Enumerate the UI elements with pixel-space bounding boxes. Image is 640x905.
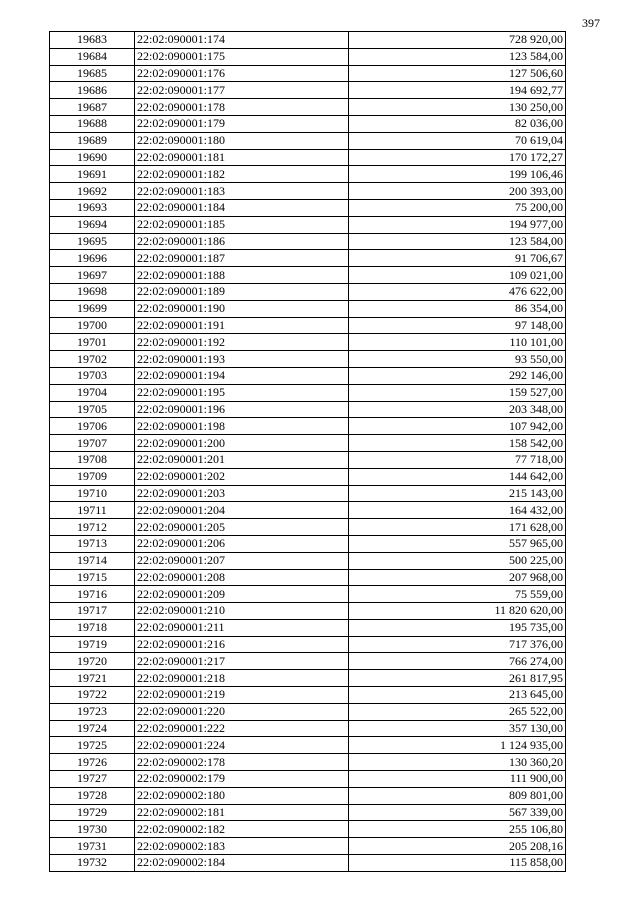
table-row [50, 283, 566, 300]
cadastral-value-cell: 158 542,00 [349, 435, 566, 452]
table-row [50, 804, 566, 821]
cadastral-value-cell: 107 942,00 [349, 418, 566, 435]
row-number-cell: 19686 [50, 82, 135, 99]
cadastral-value-cell: 215 143,00 [349, 485, 566, 502]
cadastral-number-cell: 22:02:090001:189 [135, 283, 349, 300]
cadastral-value-cell: 164 432,00 [349, 502, 566, 519]
cadastral-value-cell: 159 527,00 [349, 384, 566, 401]
row-number-cell: 19701 [50, 334, 135, 351]
table-row [50, 418, 566, 435]
cadastral-value-cell: 265 522,00 [349, 703, 566, 720]
cadastral-value-cell: 500 225,00 [349, 552, 566, 569]
cadastral-value-cell: 171 628,00 [349, 519, 566, 536]
cadastral-value-cell: 728 920,00 [349, 32, 566, 49]
row-number-cell: 19700 [50, 317, 135, 334]
row-number-cell: 19684 [50, 48, 135, 65]
cadastral-number-cell: 22:02:090001:179 [135, 115, 349, 132]
row-number-cell: 19731 [50, 838, 135, 855]
row-number-cell: 19723 [50, 703, 135, 720]
table-row [50, 351, 566, 368]
row-number-cell: 19710 [50, 485, 135, 502]
cadastral-value-cell: 199 106,46 [349, 166, 566, 183]
cadastral-number-cell: 22:02:090001:224 [135, 737, 349, 754]
cadastral-number-cell: 22:02:090001:210 [135, 603, 349, 620]
row-number-cell: 19709 [50, 468, 135, 485]
row-number-cell: 19692 [50, 183, 135, 200]
cadastral-number-cell: 22:02:090001:207 [135, 552, 349, 569]
table-row [50, 132, 566, 149]
cadastral-number-cell: 22:02:090001:200 [135, 435, 349, 452]
cadastral-value-cell: 567 339,00 [349, 804, 566, 821]
cadastral-number-cell: 22:02:090001:193 [135, 351, 349, 368]
cadastral-value-cell: 75 559,00 [349, 586, 566, 603]
cadastral-number-cell: 22:02:090002:183 [135, 838, 349, 855]
table-row [50, 468, 566, 485]
cadastral-number-cell: 22:02:090001:211 [135, 619, 349, 636]
cadastral-value-cell: 194 977,00 [349, 216, 566, 233]
cadastral-value-cell: 144 642,00 [349, 468, 566, 485]
cadastral-value-cell: 77 718,00 [349, 451, 566, 468]
cadastral-value-cell: 11 820 620,00 [349, 603, 566, 620]
cadastral-value-cell: 809 801,00 [349, 787, 566, 804]
cadastral-value-cell: 97 148,00 [349, 317, 566, 334]
row-number-cell: 19705 [50, 401, 135, 418]
table-row [50, 451, 566, 468]
row-number-cell: 19722 [50, 687, 135, 704]
table-row [50, 435, 566, 452]
table-row [50, 771, 566, 788]
cadastral-number-cell: 22:02:090001:195 [135, 384, 349, 401]
cadastral-number-cell: 22:02:090001:192 [135, 334, 349, 351]
cadastral-value-cell: 70 619,04 [349, 132, 566, 149]
table-row [50, 334, 566, 351]
cadastral-value-cell: 194 692,77 [349, 82, 566, 99]
table-row [50, 115, 566, 132]
table-row [50, 401, 566, 418]
cadastral-number-cell: 22:02:090001:196 [135, 401, 349, 418]
table-row [50, 754, 566, 771]
cadastral-number-cell: 22:02:090001:188 [135, 267, 349, 284]
row-number-cell: 19714 [50, 552, 135, 569]
cadastral-value-cell: 200 393,00 [349, 183, 566, 200]
cadastral-number-cell: 22:02:090001:178 [135, 99, 349, 116]
row-number-cell: 19730 [50, 821, 135, 838]
row-number-cell: 19715 [50, 569, 135, 586]
cadastral-number-cell: 22:02:090002:184 [135, 855, 349, 872]
row-number-cell: 19696 [50, 250, 135, 267]
cadastral-number-cell: 22:02:090001:222 [135, 720, 349, 737]
table-row [50, 300, 566, 317]
table-row [50, 65, 566, 82]
cadastral-value-cell: 1 124 935,00 [349, 737, 566, 754]
cadastral-value-cell: 111 900,00 [349, 771, 566, 788]
row-number-cell: 19702 [50, 351, 135, 368]
cadastral-number-cell: 22:02:090001:176 [135, 65, 349, 82]
table-row [50, 821, 566, 838]
table-row [50, 670, 566, 687]
cadastral-number-cell: 22:02:090001:190 [135, 300, 349, 317]
cadastral-value-cell: 261 817,95 [349, 670, 566, 687]
cadastral-value-cell: 123 584,00 [349, 233, 566, 250]
row-number-cell: 19724 [50, 720, 135, 737]
cadastral-value-cell: 123 584,00 [349, 48, 566, 65]
cadastral-number-cell: 22:02:090001:184 [135, 199, 349, 216]
table-row [50, 233, 566, 250]
cadastral-value-cell: 357 130,00 [349, 720, 566, 737]
table-row [50, 82, 566, 99]
table-row [50, 552, 566, 569]
cadastral-number-cell: 22:02:090002:180 [135, 787, 349, 804]
table-row [50, 502, 566, 519]
row-number-cell: 19698 [50, 283, 135, 300]
row-number-cell: 19717 [50, 603, 135, 620]
table-row [50, 720, 566, 737]
cadastral-number-cell: 22:02:090001:194 [135, 367, 349, 384]
table-row [50, 838, 566, 855]
cadastral-value-cell: 110 101,00 [349, 334, 566, 351]
row-number-cell: 19712 [50, 519, 135, 536]
row-number-cell: 19728 [50, 787, 135, 804]
cadastral-number-cell: 22:02:090001:201 [135, 451, 349, 468]
cadastral-number-cell: 22:02:090001:185 [135, 216, 349, 233]
row-number-cell: 19720 [50, 653, 135, 670]
cadastral-number-cell: 22:02:090001:220 [135, 703, 349, 720]
cadastral-number-cell: 22:02:090001:180 [135, 132, 349, 149]
table-row [50, 32, 566, 49]
cadastral-value-cell: 170 172,27 [349, 149, 566, 166]
cadastral-number-cell: 22:02:090001:218 [135, 670, 349, 687]
cadastral-value-cell: 207 968,00 [349, 569, 566, 586]
cadastral-number-cell: 22:02:090001:186 [135, 233, 349, 250]
row-number-cell: 19699 [50, 300, 135, 317]
row-number-cell: 19707 [50, 435, 135, 452]
cadastral-value-cell: 766 274,00 [349, 653, 566, 670]
row-number-cell: 19689 [50, 132, 135, 149]
row-number-cell: 19719 [50, 636, 135, 653]
table-row [50, 535, 566, 552]
cadastral-number-cell: 22:02:090001:181 [135, 149, 349, 166]
cadastral-number-cell: 22:02:090001:198 [135, 418, 349, 435]
cadastral-number-cell: 22:02:090002:182 [135, 821, 349, 838]
table-row [50, 787, 566, 804]
table-row [50, 267, 566, 284]
cadastral-value-cell: 557 965,00 [349, 535, 566, 552]
cadastral-number-cell: 22:02:090001:182 [135, 166, 349, 183]
table-row [50, 183, 566, 200]
cadastral-value-cell: 109 021,00 [349, 267, 566, 284]
cadastral-number-cell: 22:02:090001:174 [135, 32, 349, 49]
row-number-cell: 19713 [50, 535, 135, 552]
row-number-cell: 19691 [50, 166, 135, 183]
table-row [50, 199, 566, 216]
row-number-cell: 19732 [50, 855, 135, 872]
row-number-cell: 19716 [50, 586, 135, 603]
row-number-cell: 19704 [50, 384, 135, 401]
cadastral-number-cell: 22:02:090001:217 [135, 653, 349, 670]
cadastral-value-cell: 130 360,20 [349, 754, 566, 771]
row-number-cell: 19718 [50, 619, 135, 636]
row-number-cell: 19725 [50, 737, 135, 754]
cadastral-value-cell: 476 622,00 [349, 283, 566, 300]
cadastral-number-cell: 22:02:090001:205 [135, 519, 349, 536]
table-row [50, 619, 566, 636]
row-number-cell: 19706 [50, 418, 135, 435]
table-row [50, 703, 566, 720]
cadastral-value-cell: 292 146,00 [349, 367, 566, 384]
cadastral-number-cell: 22:02:090001:202 [135, 468, 349, 485]
cadastral-number-cell: 22:02:090001:208 [135, 569, 349, 586]
row-number-cell: 19685 [50, 65, 135, 82]
cadastral-number-cell: 22:02:090001:216 [135, 636, 349, 653]
table-body [50, 32, 566, 872]
cadastral-number-cell: 22:02:090001:187 [135, 250, 349, 267]
cadastral-value-cell: 127 506,60 [349, 65, 566, 82]
page-number: 397 [582, 16, 600, 30]
cadastral-number-cell: 22:02:090001:191 [135, 317, 349, 334]
table-row [50, 216, 566, 233]
cadastral-number-cell: 22:02:090001:175 [135, 48, 349, 65]
row-number-cell: 19687 [50, 99, 135, 116]
row-number-cell: 19695 [50, 233, 135, 250]
cadastral-number-cell: 22:02:090001:177 [135, 82, 349, 99]
table-row [50, 166, 566, 183]
cadastral-value-cell: 91 706,67 [349, 250, 566, 267]
table-row [50, 603, 566, 620]
table-row [50, 586, 566, 603]
table-row [50, 317, 566, 334]
cadastral-value-cell: 213 645,00 [349, 687, 566, 704]
cadastral-value-cell: 203 348,00 [349, 401, 566, 418]
cadastral-value-cell: 130 250,00 [349, 99, 566, 116]
table-row [50, 250, 566, 267]
row-number-cell: 19729 [50, 804, 135, 821]
cadastral-value-cell: 115 858,00 [349, 855, 566, 872]
cadastral-value-cell: 255 106,80 [349, 821, 566, 838]
cadastral-number-cell: 22:02:090001:206 [135, 535, 349, 552]
table-row [50, 737, 566, 754]
cadastral-value-table [49, 31, 566, 872]
table-row [50, 855, 566, 872]
row-number-cell: 19690 [50, 149, 135, 166]
cadastral-value-cell: 717 376,00 [349, 636, 566, 653]
cadastral-number-cell: 22:02:090001:203 [135, 485, 349, 502]
row-number-cell: 19708 [50, 451, 135, 468]
cadastral-number-cell: 22:02:090002:179 [135, 771, 349, 788]
table-row [50, 384, 566, 401]
table-row [50, 48, 566, 65]
cadastral-number-cell: 22:02:090002:181 [135, 804, 349, 821]
row-number-cell: 19727 [50, 771, 135, 788]
row-number-cell: 19721 [50, 670, 135, 687]
row-number-cell: 19694 [50, 216, 135, 233]
table-row [50, 687, 566, 704]
row-number-cell: 19703 [50, 367, 135, 384]
cadastral-value-cell: 86 354,00 [349, 300, 566, 317]
table-row [50, 99, 566, 116]
cadastral-number-cell: 22:02:090002:178 [135, 754, 349, 771]
cadastral-number-cell: 22:02:090001:219 [135, 687, 349, 704]
row-number-cell: 19697 [50, 267, 135, 284]
row-number-cell: 19688 [50, 115, 135, 132]
row-number-cell: 19683 [50, 32, 135, 49]
cadastral-value-cell: 195 735,00 [349, 619, 566, 636]
table-row [50, 367, 566, 384]
table-row [50, 519, 566, 536]
table-row [50, 485, 566, 502]
cadastral-number-cell: 22:02:090001:204 [135, 502, 349, 519]
row-number-cell: 19693 [50, 199, 135, 216]
table-row [50, 636, 566, 653]
table-row [50, 149, 566, 166]
row-number-cell: 19726 [50, 754, 135, 771]
cadastral-number-cell: 22:02:090001:209 [135, 586, 349, 603]
table-row [50, 569, 566, 586]
cadastral-value-cell: 82 036,00 [349, 115, 566, 132]
cadastral-value-cell: 205 208,16 [349, 838, 566, 855]
row-number-cell: 19711 [50, 502, 135, 519]
table-row [50, 653, 566, 670]
cadastral-value-cell: 75 200,00 [349, 199, 566, 216]
cadastral-value-cell: 93 550,00 [349, 351, 566, 368]
cadastral-number-cell: 22:02:090001:183 [135, 183, 349, 200]
